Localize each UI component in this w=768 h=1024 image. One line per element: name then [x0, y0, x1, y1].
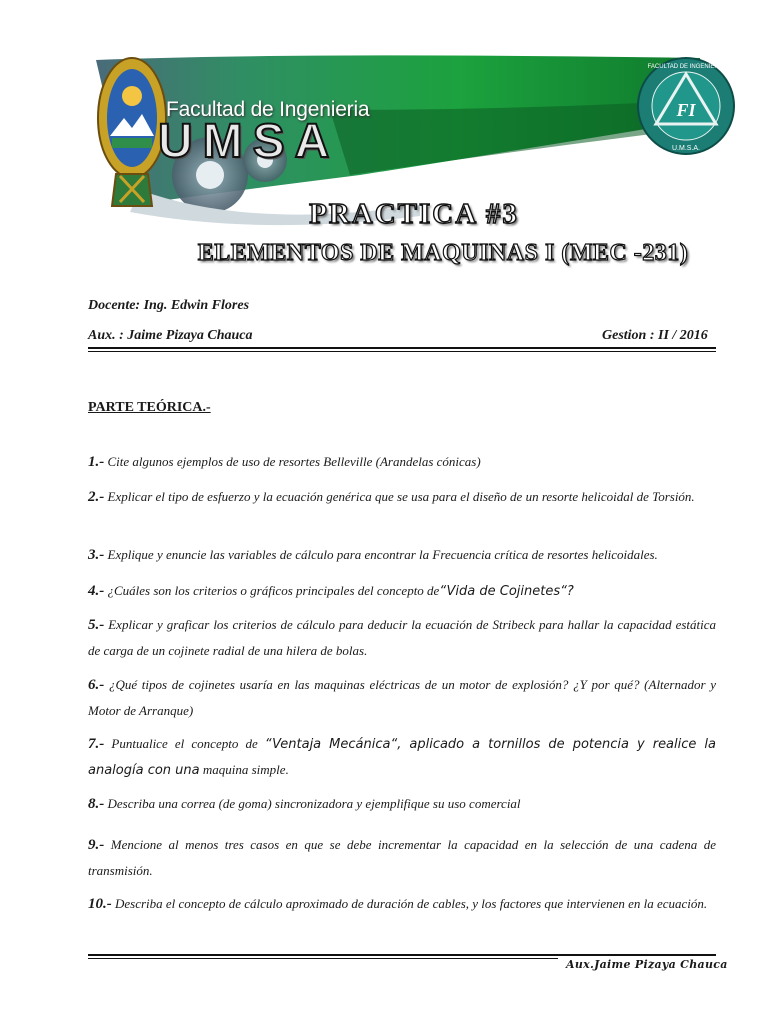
- question-number: 9.-: [88, 837, 105, 853]
- question-3: [88, 542, 716, 568]
- practice-title: PRACTICA #3: [309, 198, 519, 230]
- question-text: Describa una correa (de goma) sincronizadora y ejemplifique su uso comercial: [107, 796, 521, 811]
- university-logo-text: UMSA: [158, 115, 340, 168]
- question-number: 3.-: [88, 547, 105, 563]
- question-number: 7.-: [88, 736, 105, 752]
- question-text: Explicar el tipo de esfuerzo y la ecuación genérica que se usa para el diseño de un resorte helicoidal de Torsión.: [107, 489, 695, 504]
- aux-line: Aux. : Jaime Pizaya Chauca: [88, 328, 253, 343]
- docente-line: Docente: Ing. Edwin Flores: [88, 298, 250, 313]
- question-text: Explicar y graficar los criterios de cálculo para deducir la ecuación de Stribeck para hallar la capacidad estática de carga de un cojinete radial de una hilera de bolas.: [88, 617, 717, 658]
- seal-right-bottom: U.M.S.A.: [671, 145, 701, 152]
- faculty-seal-icon: [636, 56, 736, 156]
- question-number: 5.-: [88, 617, 105, 633]
- question-text: Describa el concepto de cálculo aproximado de duración de cables, y los factores que intervienen en la ecuación.: [115, 896, 708, 911]
- question-10: [88, 891, 716, 917]
- gestion-line: Gestion : II / 2016: [602, 328, 708, 343]
- footer-signature: Aux.Jaime Pizaya Chauca: [566, 958, 728, 971]
- question-9: [88, 832, 716, 883]
- question-5: [88, 612, 716, 663]
- faculty-name: Facultad de Ingenieria: [166, 98, 370, 121]
- question-number: 10.-: [88, 896, 112, 912]
- question-7: [88, 731, 716, 783]
- question-8: [88, 791, 716, 817]
- question-text: Explique y enuncie las variables de cálculo para encontrar la Frecuencia crítica de resortes helicoidales.: [107, 547, 658, 562]
- question-2: [88, 484, 716, 510]
- question-highlight: “Vida de Cojinetes“?: [439, 584, 574, 599]
- question-text: Mencione al menos tres casos en que se debe incrementar la capacidad en la selección de una cadena de transmisión.: [88, 837, 716, 878]
- question-number: 6.-: [88, 677, 105, 693]
- question-number: 4.-: [88, 583, 105, 599]
- question-tail: maquina simple.: [202, 762, 289, 777]
- header-rule: [88, 347, 716, 349]
- question-number: 8.-: [88, 796, 105, 812]
- question-highlight: “Ventaja Mecánica“, aplicado a tornillos de potencia y realice la analogía con una: [88, 737, 717, 778]
- seal-right-top: FACULTAD DE INGENIERIA: [647, 64, 725, 70]
- course-title: ELEMENTOS DE MAQUINAS I (MEC -231): [197, 240, 689, 266]
- question-text: ¿Cuáles son los criterios o gráficos principales del concepto de: [107, 583, 440, 598]
- footer-rule-thin: [88, 958, 558, 959]
- header-rule-thin: [88, 351, 716, 352]
- question-text: Cite algunos ejemplos de uso de resortes Belleville (Arandelas cónicas): [107, 454, 481, 469]
- question-text: Puntualice el concepto de: [111, 736, 258, 751]
- question-4: [88, 578, 716, 604]
- question-text: ¿Qué tipos de cojinetes usaría en las maquinas eléctricas de un motor de explosión? ¿Y por qué? (Alternador y Motor de Arranque): [88, 677, 717, 718]
- seal-right-mark: FI: [676, 100, 696, 120]
- question-1: [88, 449, 716, 475]
- section-title: PARTE TEÓRICA.-: [88, 400, 211, 415]
- question-number: 2.-: [88, 489, 105, 505]
- footer-rule: [88, 954, 716, 956]
- question-number: 1.-: [88, 454, 105, 470]
- question-6: [88, 672, 716, 723]
